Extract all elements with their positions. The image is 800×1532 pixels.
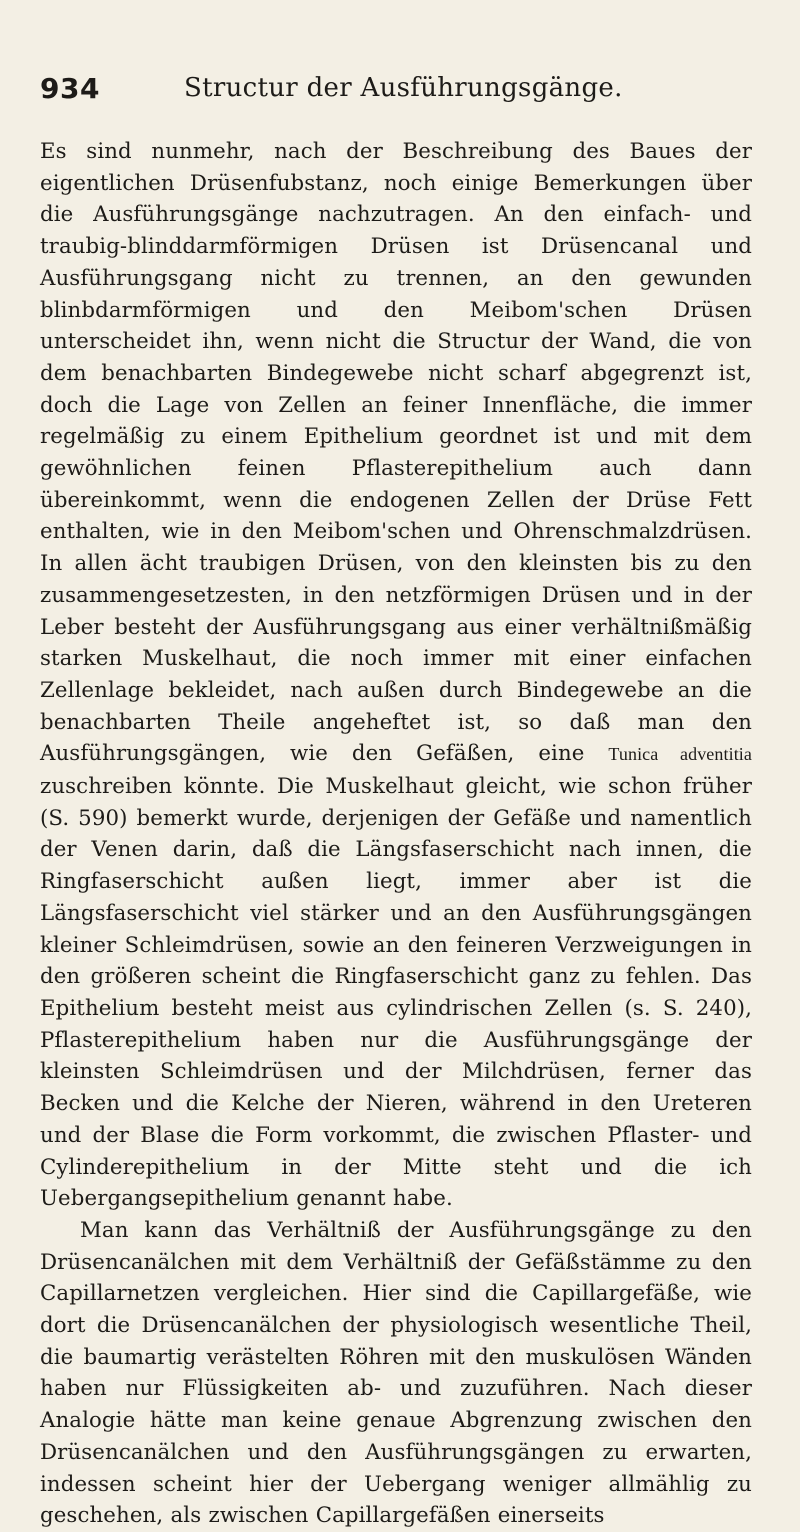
paragraph-1-part-a: Es sind nunmehr, nach der Beschreibung des Baues der eigentlichen Drüsenfubstanz, noch einige Bemerkungen über die Ausführungsgänge nachzutragen. An den einfach- und traubig-blinddarmförmigen Drüsen ist Drüsencanal und Ausführungsgang nicht zu trennen, an den gewunden blinbdarmförmigen und den Meibom'schen Drüsen unterscheidet ihn, wenn nicht die Structur der Wand, die von dem benachbarten Bindegewebe nicht scharf abgegrenzt ist, doch die Lage von Zellen an feiner Innenfläche, die immer regelmäßig zu einem Epithelium geordnet ist und mit dem gewöhnlichen feinen Pflasterepithelium auch dann übereinkommt, wenn die endogenen Zellen der Drüse Fett enthalten, wie in den Meibom'schen und Ohrenschmalzdrüsen. In allen ächt traubigen Drüsen, von den kleinsten bis zu den zusammengesetzesten, in den netzförmigen Drüsen und in der Leber besteht der Ausführungsgang aus einer verhältnißmäßig starken Muskelhaut, die noch immer mit einer einfachen Zellenlage bekleidet, nach außen durch Bindegewebe an die benachbarten Theile angeheftet ist, so daß man den Ausführungsgängen, wie den Gefäßen, eine [40, 139, 752, 767]
running-head [40, 72, 752, 116]
page-number: 934 [40, 72, 100, 105]
latin-term: Tunica adventitia [608, 744, 752, 765]
paragraph-1 [40, 136, 752, 1215]
paragraph-1-part-b: zuschreiben könnte. Die Muskelhaut gleicht, wie schon früher (S. 590) bemerkt wurde, derjenigen der Gefäße und namentlich der Venen darin, daß die Längsfaserschicht nach innen, die Ringfaserschicht außen liegt, immer aber ist die Längsfaserschicht viel stärker und an den Ausführungsgängen kleiner Schleimdrüsen, sowie an den feineren Verzweigungen in den größeren scheint die Ringfaserschicht ganz zu fehlen. Das Epithelium besteht meist aus cylindrischen Zellen (s. S. 240), Pflasterepithelium haben nur die Ausführungsgänge der kleinsten Schleimdrüsen und der Milchdrüsen, ferner das Becken und die Kelche der Nieren, während in den Ureteren und der Blase die Form vorkommt, die zwischen Pflaster- und Cylinderepithelium in der Mitte steht und die ich Uebergangsepithelium genannt habe. [40, 774, 752, 1212]
body-text [40, 136, 752, 1532]
paragraph-2: Man kann das Verhältniß der Ausführungsgänge zu den Drüsencanälchen mit dem Verhältniß der Gefäßstämme zu den Capillarnetzen vergleichen. Hier sind die Capillargefäße, wie dort die Drüsencanälchen der physiologisch wesentliche Theil, die baumartig verästelten Röhren mit den muskulösen Wänden haben nur Flüssigkeiten ab- und zuzuführen. Nach dieser Analogie hätte man keine genaue Abgrenzung zwischen den Drüsencanälchen und den Ausführungsgängen zu erwarten, indessen scheint hier der Uebergang weniger allmählig zu geschehen, als zwischen Capillargefäßen einerseits [40, 1217, 752, 1529]
running-title: Structur der Ausführungsgänge. [184, 73, 623, 103]
